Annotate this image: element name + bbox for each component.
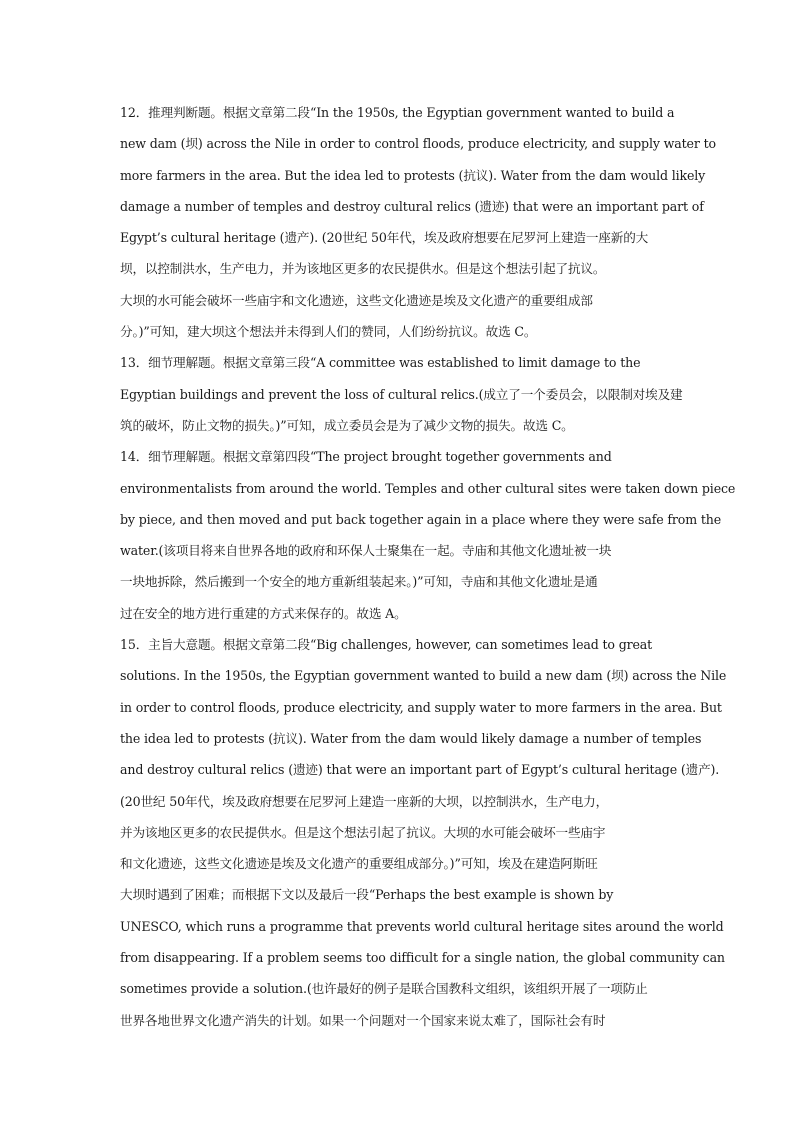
text-line: in order to control floods, produce electricity, and supply water to more farmers in the area. But [120, 699, 722, 715]
text-line: 和文化遗迹，这些文化遗迹是埃及文化遗产的重要组成部分。)”可知，埃及在建造阿斯旺 [120, 856, 598, 872]
answer-explanations [120, 97, 736, 1036]
text-line: the idea led to protests (抗议). Water from the dam would likely damage a number of temples [120, 730, 702, 746]
text-line: 13．细节理解题。根据文章第三段“A committee was established to limit damage to the [120, 355, 641, 371]
text-line: 坝，以控制洪水，生产电力，并为该地区更多的农民提供水。但是这个想法引起了抗议。 [120, 261, 606, 277]
text-line: by piece, and then moved and put back together again in a place where they were safe from the [120, 511, 722, 527]
text-line: 大坝时遇到了困难；而根据下文以及最后一段“Perhaps the best example is shown by [120, 887, 614, 903]
text-line: solutions. In the 1950s, the Egyptian government wanted to build a new dam (坝) across the Nile [120, 668, 727, 684]
text-line: UNESCO, which runs a programme that prevents world cultural heritage sites around the world [120, 918, 724, 934]
text-line: 14．细节理解题。根据文章第四段“The project brought together governments and [120, 449, 612, 465]
text-line: 过在安全的地方进行重建的方式来保存的。故选 A。 [120, 605, 407, 621]
text-line: (20世纪 50年代，埃及政府想要在尼罗河上建造一座新的大坝，以控制洪水，生产电力， [120, 793, 609, 809]
text-line: more farmers in the area. But the idea led to protests (抗议). Water from the dam would likely [120, 167, 706, 183]
text-line: new dam (坝) across the Nile in order to control floods, produce electricity, and supply water to [120, 136, 716, 152]
text-line: 12．推理判断题。根据文章第二段“In the 1950s, the Egyptian government wanted to build a [120, 105, 675, 120]
text-line: 一块地拆除，然后搬到一个安全的地方重新组装起来。)”可知，寺庙和其他文化遗址是通 [120, 574, 598, 590]
text-line: from disappearing. If a problem seems too difficult for a single nation, the global community can [120, 950, 725, 966]
text-line: and destroy cultural relics (遗迹) that were an important part of Egypt’s cultural heritage (遗产). [120, 762, 720, 778]
text-line: 分。)”可知，建大坝这个想法并未得到人们的赞同，人们纷纷抗议。故选 C。 [120, 324, 537, 340]
text-line: Egypt’s cultural heritage (遗产). (20世纪 50年代，埃及政府想要在尼罗河上建造一座新的大 [120, 230, 649, 246]
text-line: 并为该地区更多的农民提供水。但是这个想法引起了抗议。大坝的水可能会破坏一些庙宇 [120, 824, 606, 840]
text-line: water.(该项目将来自世界各地的政府和环保人士聚集在一起。寺庙和其他文化遗址被一块 [120, 543, 612, 559]
text-line: 大坝的水可能会破坏一些庙宇和文化遗迹，这些文化遗迹是埃及文化遗产的重要组成部 [120, 292, 593, 308]
text-line: 15．主旨大意题。根据文章第二段“Big challenges, however, can sometimes lead to great [120, 637, 653, 653]
text-line: damage a number of temples and destroy cultural relics (遗迹) that were an important part of [120, 198, 704, 214]
text-line: 筑的破坏，防止文物的损失。)”可知，成立委员会是为了减少文物的损失。故选 C。 [120, 417, 574, 433]
text-line: environmentalists from around the world. Temples and other cultural sites were taken down piece [120, 480, 736, 496]
text-line: 世界各地世界文化遗产消失的计划。如果一个问题对一个国家来说太难了，国际社会有时 [120, 1012, 606, 1028]
text-line: sometimes provide a solution.(也许最好的例子是联合国教科文组织，该组织开展了一项防止 [120, 981, 648, 997]
text-line: Egyptian buildings and prevent the loss of cultural relics.(成立了一个委员会，以限制对埃及建 [120, 386, 683, 402]
